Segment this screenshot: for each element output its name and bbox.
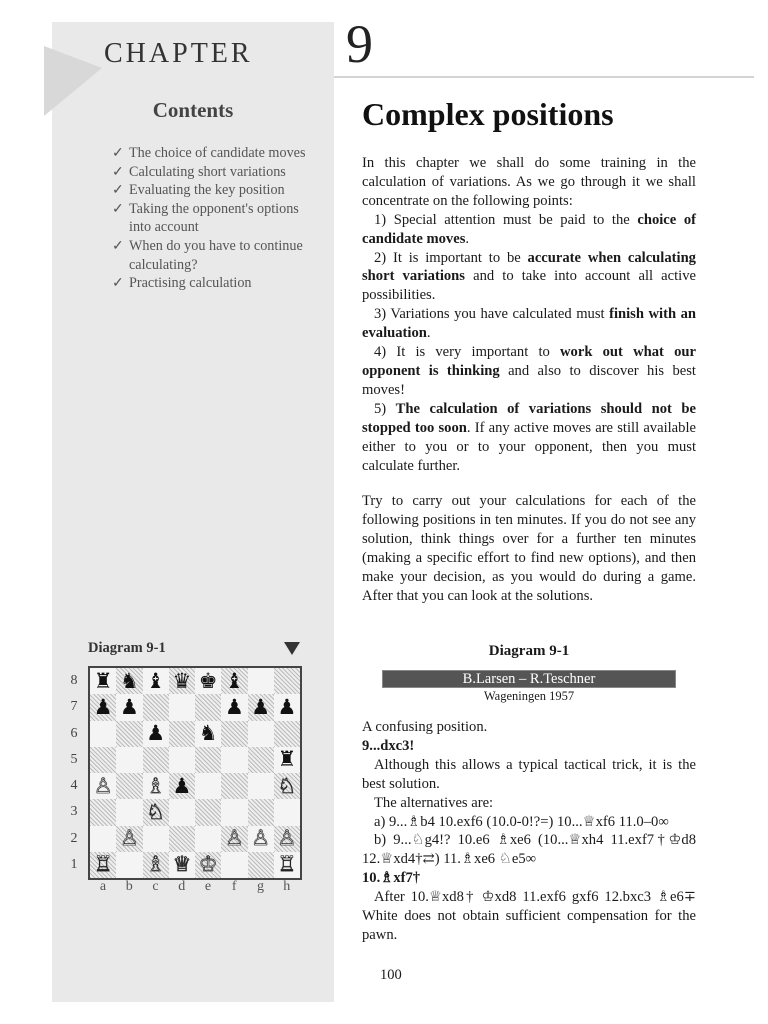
white-piece-icon: ♕ — [172, 852, 192, 877]
board-square-b4 — [116, 773, 142, 799]
rank-label: 2 — [70, 830, 78, 846]
board-square-a4 — [90, 773, 116, 799]
board-square-c6 — [143, 721, 169, 747]
white-piece-icon: ♖ — [277, 852, 297, 877]
board-square-e8 — [195, 668, 221, 694]
chessboard — [88, 666, 302, 880]
file-label: e — [204, 879, 212, 894]
board-square-h6 — [274, 721, 300, 747]
board-square-b3 — [116, 799, 142, 825]
black-piece-icon: ♚ — [198, 668, 218, 693]
white-piece-icon: ♖ — [93, 852, 113, 877]
board-square-f3 — [221, 799, 247, 825]
board-square-b7 — [116, 694, 142, 720]
board-square-g4 — [248, 773, 274, 799]
board-square-c1 — [143, 852, 169, 878]
board-square-d2 — [169, 826, 195, 852]
board-square-g6 — [248, 721, 274, 747]
board-square-c5 — [143, 747, 169, 773]
page-title: Complex positions — [362, 96, 614, 132]
board-square-c4 — [143, 773, 169, 799]
intro-point: 4) It is very important to work out what our opponent is thinking and also to discover his best moves! — [362, 344, 696, 398]
check-icon: ✓ — [112, 200, 124, 217]
board-square-b5 — [116, 747, 142, 773]
board-square-h4 — [274, 773, 300, 799]
contents-item: ✓ Evaluating the key position — [112, 182, 285, 199]
board-square-f4 — [221, 773, 247, 799]
file-label: d — [178, 879, 186, 894]
diagram-label: Diagram 9-1 — [88, 640, 166, 656]
contents-item: ✓ The choice of candidate moves — [112, 145, 306, 161]
chapter-heading: CHAPTER — [104, 38, 253, 69]
analysis-move: 9...dxc3! — [362, 737, 415, 754]
analysis-line: a) 9...♗b4 10.exf6 (10.0-0!?=) 10...♕xf6 11.0–0∞ — [374, 813, 669, 830]
board-square-e2 — [195, 826, 221, 852]
board-square-a5 — [90, 747, 116, 773]
board-square-h7 — [274, 694, 300, 720]
board-square-f5 — [221, 747, 247, 773]
board-square-d7 — [169, 694, 195, 720]
white-piece-icon: ♔ — [198, 852, 218, 877]
contents-item: ✓ When do you have to continue calculating? — [112, 237, 303, 273]
file-label: h — [283, 879, 291, 894]
board-square-f1 — [221, 852, 247, 878]
rank-label: 4 — [70, 778, 78, 793]
rank-label: 5 — [70, 751, 78, 767]
black-piece-icon: ♟ — [93, 694, 113, 719]
white-piece-icon: ♘ — [277, 773, 297, 798]
black-piece-icon: ♟ — [224, 694, 244, 719]
game-event: Wageningen 1957 — [483, 689, 575, 703]
check-icon: ✓ — [112, 275, 124, 292]
rank-label: 8 — [70, 673, 78, 688]
file-label: c — [152, 879, 159, 894]
board-square-g8 — [248, 668, 274, 694]
file-label: a — [99, 879, 107, 894]
black-piece-icon: ♟ — [277, 694, 297, 719]
board-square-e5 — [195, 747, 221, 773]
rank-label: 3 — [70, 804, 78, 820]
board-square-g5 — [248, 747, 274, 773]
board-square-d3 — [169, 799, 195, 825]
white-piece-icon: ♗ — [146, 852, 166, 877]
board-square-b1 — [116, 852, 142, 878]
board-square-f6 — [221, 721, 247, 747]
instructions-paragraph: Try to carry out your calculations for each of the following positions in ten minutes. If you do not see any solution, think things over for a further ten minutes (making a specific effort to find new options), and then make your decision, as you would do during a game. After that you can look at the solutions. — [362, 493, 696, 604]
white-piece-icon: ♙ — [224, 826, 244, 851]
board-square-h5 — [274, 747, 300, 773]
board-square-h2 — [274, 826, 300, 852]
game-players: B.Larsen – R.Teschner — [382, 670, 676, 688]
board-square-f7 — [221, 694, 247, 720]
black-piece-icon: ♜ — [93, 668, 113, 693]
white-piece-icon: ♘ — [146, 799, 166, 824]
board-square-a8 — [90, 668, 116, 694]
board-square-d5 — [169, 747, 195, 773]
diagram-title: Diagram 9-1 — [488, 643, 570, 659]
contents-title: Contents — [152, 98, 234, 122]
page-number: 100 — [380, 967, 402, 983]
board-square-c3 — [143, 799, 169, 825]
contents-item: ✓ Calculating short variations — [112, 163, 286, 180]
board-square-d8 — [169, 668, 195, 694]
check-icon: ✓ — [112, 163, 124, 180]
file-label: f — [231, 879, 237, 894]
board-square-g3 — [248, 799, 274, 825]
analysis-line: b) 9...♘g4!? 10.e6 ♗xe6 (10...♕xh4 11.exf7†♔d8 12.♕xd4†⇄) 11.♗xe6 ♘e5∞ — [362, 832, 696, 868]
board-square-e6 — [195, 721, 221, 747]
check-icon: ✓ — [112, 182, 124, 199]
board-square-g7 — [248, 694, 274, 720]
board-square-e4 — [195, 773, 221, 799]
intro-paragraph: In this chapter we shall do some training in the calculation of variations. As we go through it we shall concentrate on the following points: — [362, 155, 696, 209]
intro-point: 2) It is important to be accurate when calculating short variations and to take into account all active possibilities. — [362, 249, 696, 304]
white-piece-icon: ♙ — [251, 826, 271, 851]
contents-item: ✓ Taking the opponent's options into account — [112, 200, 299, 236]
white-piece-icon: ♗ — [146, 773, 166, 798]
header-rule — [334, 76, 754, 78]
black-piece-icon: ♛ — [172, 668, 192, 693]
analysis-line: A confusing position. — [362, 719, 488, 735]
check-icon: ✓ — [112, 145, 124, 161]
board-square-c7 — [143, 694, 169, 720]
analysis-line: Although this allows a typical tactical trick, it is the best solution. — [362, 756, 696, 792]
board-square-f8 — [221, 668, 247, 694]
black-piece-icon: ♟ — [119, 694, 139, 719]
file-label: b — [125, 879, 133, 894]
white-piece-icon: ♙ — [119, 826, 139, 851]
rank-label: 1 — [70, 856, 78, 872]
board-square-a7 — [90, 694, 116, 720]
rank-label: 6 — [70, 725, 78, 741]
board-square-d6 — [169, 721, 195, 747]
black-piece-icon: ♝ — [146, 668, 166, 693]
analysis-text — [362, 718, 696, 945]
intro-point: 3) Variations you have calculated must finish with an evaluation. — [362, 306, 696, 342]
black-piece-icon: ♟ — [172, 773, 192, 798]
board-square-d4 — [169, 773, 195, 799]
board-square-a1 — [90, 852, 116, 878]
black-piece-icon: ♞ — [119, 668, 139, 693]
triangle-down-icon — [284, 642, 300, 655]
file-label: g — [257, 879, 264, 894]
board-square-f2 — [221, 826, 247, 852]
rank-label: 7 — [70, 699, 78, 715]
analysis-line: After 10.♕xd8† ♔xd8 11.exf6 gxf6 12.bxc3 ♗e6∓ White does not obtain sufficient compensation for the pawn. — [362, 889, 696, 943]
contents-list — [112, 144, 312, 293]
black-piece-icon: ♞ — [198, 721, 218, 746]
board-square-h3 — [274, 799, 300, 825]
intro-text — [362, 154, 696, 475]
board-square-c2 — [143, 826, 169, 852]
board-square-b2 — [116, 826, 142, 852]
board-square-g1 — [248, 852, 274, 878]
chapter-number: 9 — [346, 14, 373, 74]
board-square-a6 — [90, 721, 116, 747]
board-square-c8 — [143, 668, 169, 694]
white-piece-icon: ♙ — [93, 773, 113, 798]
analysis-line: The alternatives are: — [374, 794, 494, 811]
black-piece-icon: ♜ — [277, 747, 297, 772]
black-piece-icon: ♟ — [251, 694, 271, 719]
board-square-h8 — [274, 668, 300, 694]
board-square-b8 — [116, 668, 142, 694]
black-piece-icon: ♟ — [146, 721, 166, 746]
contents-item: ✓ Practising calculation — [112, 275, 252, 292]
board-square-a3 — [90, 799, 116, 825]
white-piece-icon: ♙ — [277, 826, 297, 851]
board-square-d1 — [169, 852, 195, 878]
intro-point: 1) Special attention must be paid to the choice of candidate moves. — [362, 211, 696, 247]
board-square-b6 — [116, 721, 142, 747]
analysis-move: 10.♗xf7† — [362, 870, 421, 887]
check-icon: ✓ — [112, 237, 124, 254]
board-square-g2 — [248, 826, 274, 852]
intro-point: 5) The calculation of variations should not be stopped too soon. If any active moves are still available either to you or to your opponent, then you must calculate further. — [362, 400, 696, 474]
board-square-h1 — [274, 852, 300, 878]
board-square-a2 — [90, 826, 116, 852]
board-square-e1 — [195, 852, 221, 878]
board-square-e7 — [195, 694, 221, 720]
instructions-text — [362, 492, 696, 605]
board-square-e3 — [195, 799, 221, 825]
black-piece-icon: ♝ — [224, 668, 244, 693]
